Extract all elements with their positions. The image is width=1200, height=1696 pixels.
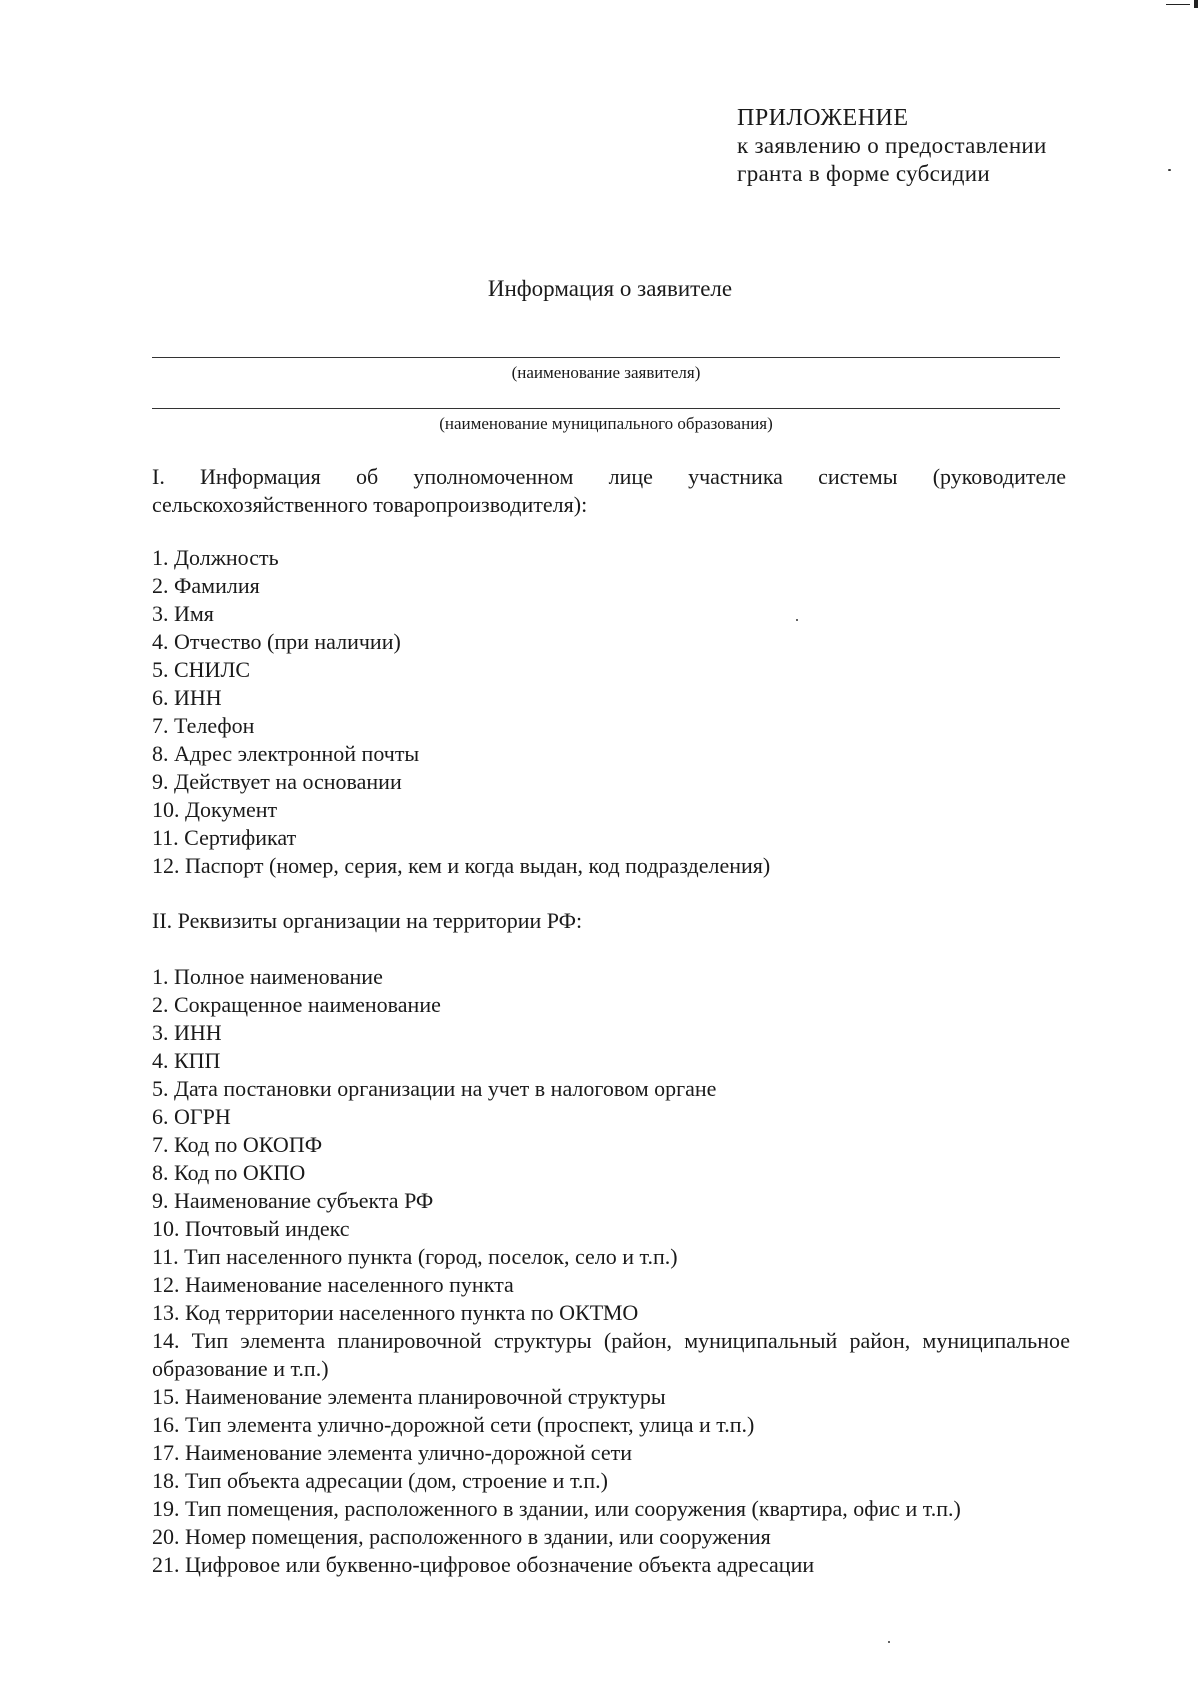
document-title: Информация о заявителе xyxy=(487,276,733,301)
list-item: 11. Тип населенного пункта (город, поселок, село и т.п.) xyxy=(152,1244,678,1269)
list-item: 6. ИНН xyxy=(152,685,222,710)
list-item: 4. Отчество (при наличии) xyxy=(152,629,401,654)
list-item: 1. Должность xyxy=(152,545,279,570)
section-1-list xyxy=(152,544,1070,880)
municipality-name-line xyxy=(152,408,1060,409)
section-2-heading: II. Реквизиты организации на территории РФ: xyxy=(152,908,583,933)
list-item: 19. Тип помещения, расположенного в здании, или сооружения (квартира, офис и т.п.) xyxy=(152,1496,961,1521)
list-item: 14. Тип элемента планировочной структуры (район, муниципальный район, муниципальное образование и т.п.) xyxy=(152,1328,1070,1381)
list-item: 12. Наименование населенного пункта xyxy=(152,1272,514,1297)
list-item: 17. Наименование элемента улично-дорожной сети xyxy=(152,1440,632,1465)
list-item: 2. Фамилия xyxy=(152,573,260,598)
list-item: 7. Код по ОКОПФ xyxy=(152,1132,323,1157)
list-item: 8. Адрес электронной почты xyxy=(152,741,420,766)
appendix-line: к заявлению о предоставлении xyxy=(737,133,1047,158)
list-item: 4. КПП xyxy=(152,1048,221,1073)
appendix-block xyxy=(737,104,1047,188)
appendix-heading: ПРИЛОЖЕНИЕ xyxy=(737,105,909,131)
list-item: 16. Тип элемента улично-дорожной сети (проспект, улица и т.п.) xyxy=(152,1412,755,1437)
scan-edge-mark xyxy=(1194,0,1198,8)
list-item: 21. Цифровое или буквенно-цифровое обозначение объекта адресации xyxy=(152,1552,815,1577)
scan-speck xyxy=(1168,169,1171,171)
list-item: 2. Сокращенное наименование xyxy=(152,992,441,1017)
list-item: 5. СНИЛС xyxy=(152,657,251,682)
list-item: 8. Код по ОКПО xyxy=(152,1160,306,1185)
list-item: 20. Номер помещения, расположенного в здании, или сооружения xyxy=(152,1524,771,1549)
list-item: 5. Дата постановки организации на учет в налоговом органе xyxy=(152,1076,717,1101)
municipality-name-caption: (наименование муниципального образования) xyxy=(439,414,773,433)
list-item: 6. ОГРН xyxy=(152,1104,231,1129)
scan-speck xyxy=(888,1641,890,1643)
list-item: 9. Действует на основании xyxy=(152,769,402,794)
applicant-name-caption: (наименование заявителя) xyxy=(511,363,701,382)
list-item: 3. Имя xyxy=(152,601,214,626)
applicant-name-line xyxy=(152,357,1060,358)
list-item: 3. ИНН xyxy=(152,1020,222,1045)
list-item: 13. Код территории населенного пункта по ОКТМО xyxy=(152,1300,639,1325)
section-1-heading: I. Информация об уполномоченном лице участника системы (руководителе сельскохозяйственного товаропроизводителя): xyxy=(152,464,1066,517)
list-item: 18. Тип объекта адресации (дом, строение и т.п.) xyxy=(152,1468,609,1493)
list-item: 9. Наименование субъекта РФ xyxy=(152,1188,434,1213)
list-item: 12. Паспорт (номер, серия, кем и когда выдан, код подразделения) xyxy=(152,853,771,878)
list-item: 1. Полное наименование xyxy=(152,964,383,989)
list-item: 7. Телефон xyxy=(152,713,255,738)
list-item: 15. Наименование элемента планировочной структуры xyxy=(152,1384,666,1409)
section-2-list xyxy=(152,963,1070,1579)
appendix-line: гранта в форме субсидии xyxy=(737,161,990,186)
list-item: 11. Сертификат xyxy=(152,825,297,850)
list-item: 10. Почтовый индекс xyxy=(152,1216,350,1241)
list-item: 10. Документ xyxy=(152,797,278,822)
scan-edge-mark xyxy=(1166,4,1190,5)
